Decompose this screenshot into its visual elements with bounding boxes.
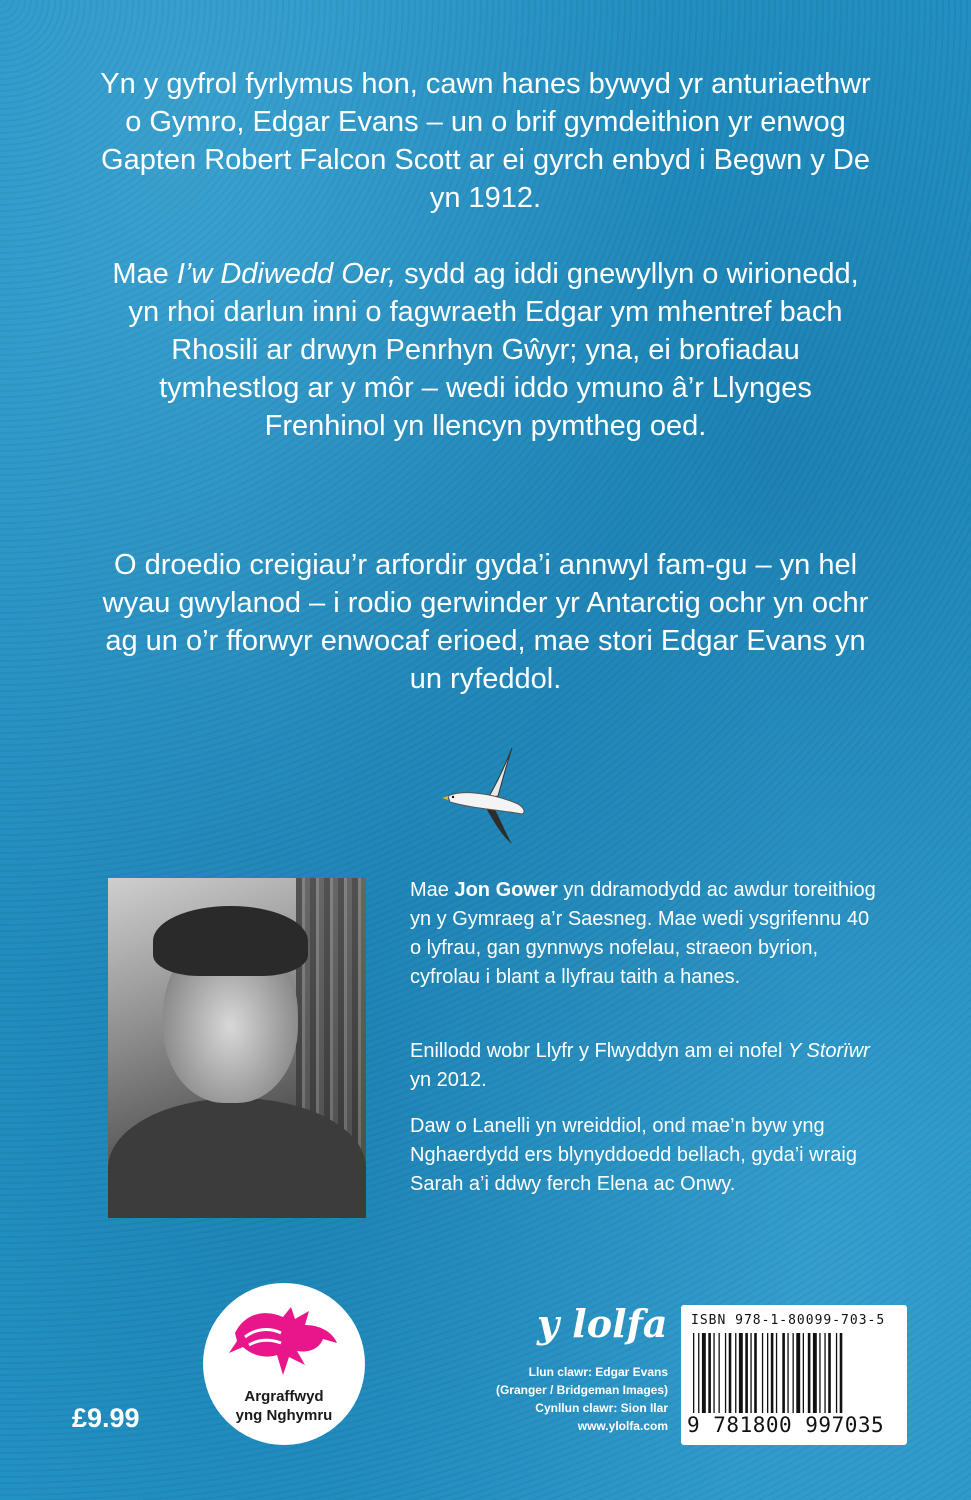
bio-p1-start: Mae	[410, 879, 455, 901]
bio-p2-end: yn 2012.	[410, 1069, 487, 1091]
badge-line-2: yng Nghymru	[235, 1407, 333, 1424]
seagull-illustration	[440, 738, 540, 848]
price-label: £9.99	[72, 1403, 140, 1433]
dragon-icon	[225, 1303, 343, 1385]
credit-photo: Llun clawr: Edgar Evans	[528, 1365, 668, 1379]
author-name: Jon Gower	[454, 879, 558, 901]
badge-line-1: Argraffwyd	[244, 1388, 324, 1405]
bio-p2-start: Enillodd wobr Llyfr y Flwyddyn am ei nofel	[410, 1040, 788, 1062]
printed-in-wales-badge	[203, 1283, 365, 1445]
credit-design: Cynllun clawr: Sion Ilar	[535, 1401, 668, 1415]
publisher-website: www.ylolfa.com	[577, 1419, 668, 1433]
author-bio-paragraph-2	[410, 1037, 880, 1095]
award-book-title: Y Storïwr	[787, 1040, 870, 1062]
blurb-paragraph-3: O droedio creigiau’r arfordir gyda’i annwyl fam-gu – yn hel wyau gwylanod – i rodio gerwinder yr Antarctig ochr yn ochr ag un o’r fforwyr enwocaf erioed, mae stori Edgar Evans yn un ryfeddol.	[102, 549, 869, 695]
bio-p1-end: yn ddramodydd ac awdur toreithiog yn y Gymraeg a’r Saesneg. Mae wedi ysgrifennu 40 o lyfrau, gan gynnwys nofelau, straeon byrion, cyfrolau i blant a llyfrau taith a hanes.	[410, 879, 876, 988]
isbn-digits: 9 781800 997035	[687, 1413, 885, 1437]
badge-text	[203, 1387, 365, 1425]
author-photo	[108, 878, 366, 1218]
author-hair-shape	[153, 906, 308, 976]
author-bio-paragraph-1	[410, 876, 880, 992]
publisher-logo: y lolfa	[537, 1301, 668, 1346]
book-title: I’w Ddiwedd Oer,	[176, 258, 397, 290]
blurb-p2-end: sydd ag iddi gnewyllyn o wirionedd, yn rhoi darlun inni o fagwraeth Edgar ym mhentref bach Rhosili ar drwyn Penrhyn Gŵyr; yna, ei brofiadau tymhestlog ar y môr – wedi iddo ymuno â’r Llynges Frenhinol yn llencyn pymtheg oed.	[128, 258, 859, 442]
blurb-paragraph-1: Yn y gyfrol fyrlymus hon, cawn hanes bywyd yr anturiaethwr o Gymro, Edgar Evans – un o brif gymdeithion yr enwog Gapten Robert Falcon Scott ar ei gyrch enbyd i Begwn y De yn 1912.	[100, 68, 871, 214]
isbn-label: ISBN 978-1-80099-703-5	[691, 1313, 886, 1328]
blurb-paragraph-2	[100, 255, 871, 445]
author-bio-paragraph-3: Daw o Lanelli yn wreiddiol, ond mae’n byw yng Nghaerdydd ers blynyddoedd bellach, gyda’i wraig Sarah a’i ddwy ferch Elena ac Onwy.	[410, 1115, 857, 1195]
credit-photo-source: (Granger / Bridgeman Images)	[495, 1383, 668, 1397]
cover-credits	[470, 1363, 668, 1435]
barcode-icon	[693, 1333, 895, 1413]
isbn-barcode-box	[681, 1305, 907, 1445]
blurb-p2-start: Mae	[112, 258, 177, 290]
